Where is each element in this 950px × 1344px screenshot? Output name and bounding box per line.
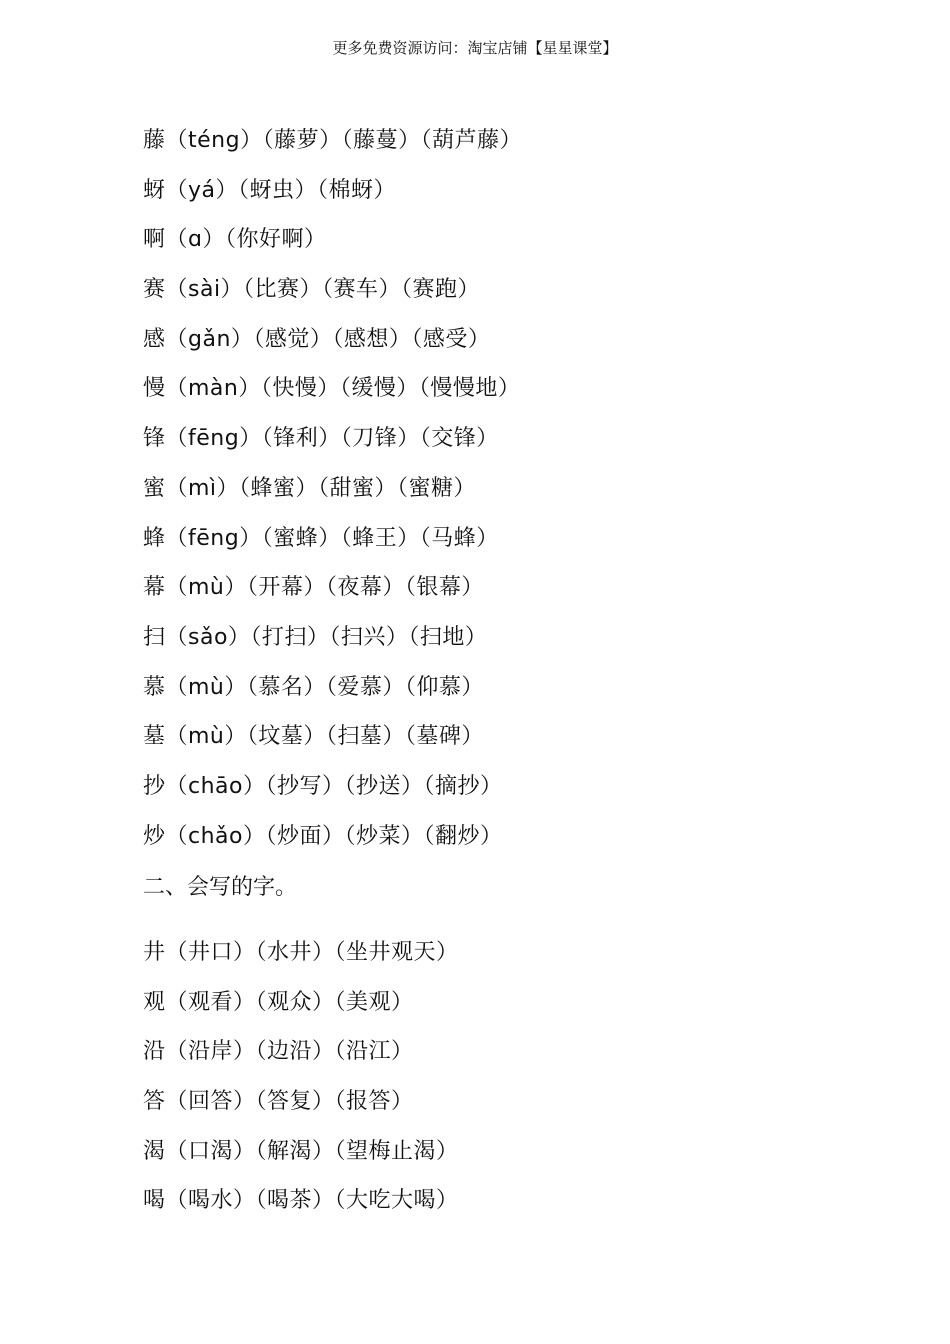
vocab-line: 慕（mù）（慕名）（爱慕）（仰慕）: [143, 674, 484, 700]
vocab-line: 墓（mù）（坟墓）（扫墓）（墓碑）: [143, 724, 484, 750]
vocab-line: 藤（téng）（藤萝）（藤蔓）（葫芦藤）: [143, 128, 523, 153]
section-readable-characters: [143, 122, 843, 867]
vocab-line: 蜂（fēng）（蜜蜂）（蜂王）（马蜂）: [143, 525, 499, 551]
vocab-line: 幕（mù）（开幕）（夜幕）（银幕）: [143, 575, 484, 601]
section-writable-characters: [143, 934, 843, 1232]
page-header: 更多免费资源访问：淘宝店铺【星星课堂】: [332, 39, 618, 57]
vocab-line: 抄（chāo）（抄写）（抄送）（摘抄）: [143, 773, 503, 799]
vocab-line: 扫（sǎo）（打扫）（扫兴）（扫地）: [143, 624, 488, 650]
vocab-line: 赛（sài）（比赛）（赛车）（赛跑）: [143, 277, 481, 303]
vocab-line: 炒（chǎo）（炒面）（炒菜）（翻炒）: [143, 823, 503, 849]
vocab-line: 观（观看）（观众）（美观）: [143, 989, 414, 1015]
vocab-line: 感（gǎn）（感觉）（感想）（感受）: [143, 326, 491, 352]
vocab-line: 慢（màn）（快慢）（缓慢）（慢慢地）: [143, 376, 521, 402]
vocab-line: 答（回答）（答复）（报答）: [143, 1089, 414, 1115]
vocab-line: 井（井口）（水井）（坐井观天）: [143, 940, 459, 965]
section-heading-writable: 二、会写的字。: [143, 875, 298, 900]
vocab-line: 蚜（yá）（蚜虫）（棉蚜）: [143, 177, 397, 203]
vocab-line: 喝（喝水）（喝茶）（大吃大喝）: [143, 1188, 459, 1214]
vocab-line: 啊（ɑ）（你好啊）: [143, 227, 327, 253]
vocab-line: 沿（沿岸）（边沿）（沿江）: [143, 1039, 414, 1065]
vocab-line: 蜜（mì）（蜂蜜）（甜蜜）（蜜糖）: [143, 475, 477, 501]
vocab-line: 锋（fēng）（锋利）（刀锋）（交锋）: [143, 426, 499, 452]
vocab-line: 渴（口渴）（解渴）（望梅止渴）: [143, 1138, 459, 1164]
